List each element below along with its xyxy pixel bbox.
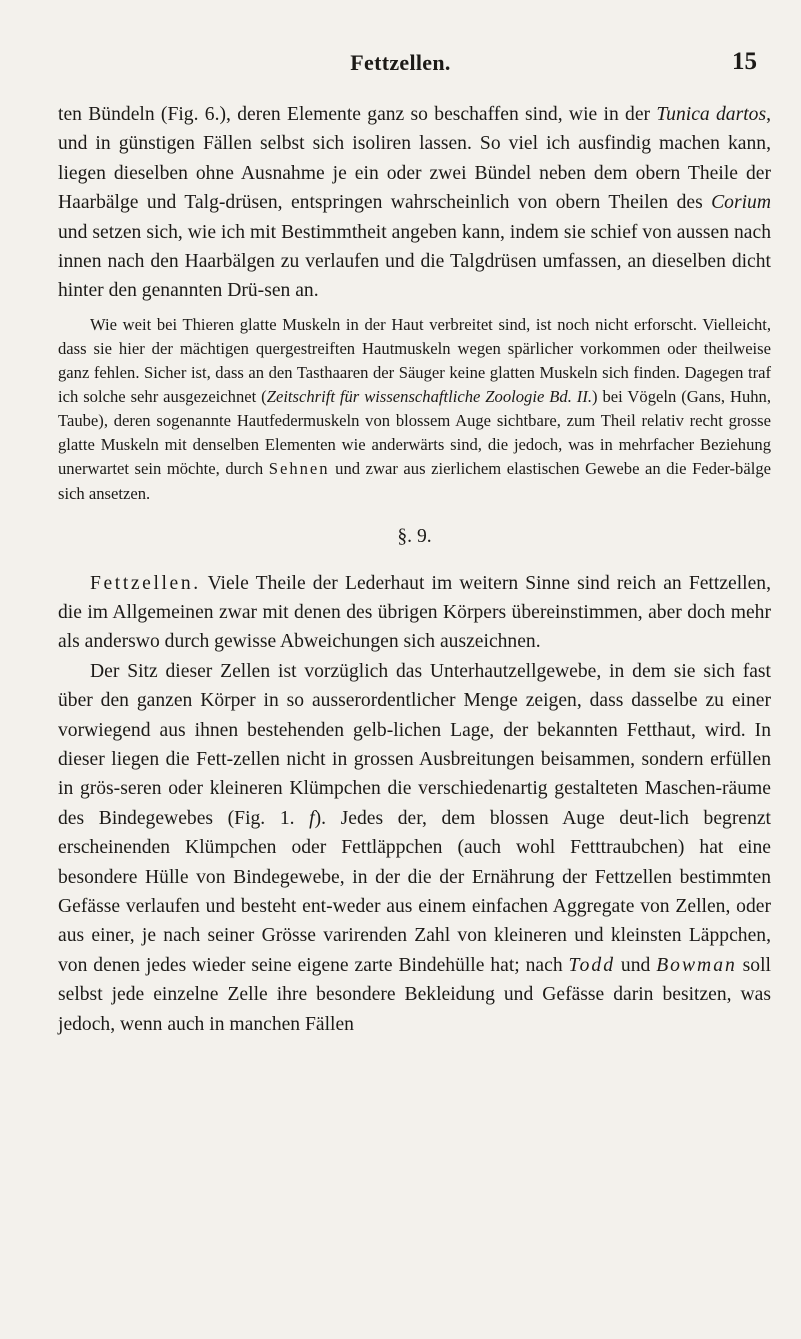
- running-title: Fettzellen.: [350, 50, 451, 75]
- author-name-todd: Todd: [568, 954, 616, 976]
- paragraph-fettzellen: [58, 569, 771, 657]
- page-body: [58, 100, 771, 1039]
- text-run: ) bei Vögeln (Gans, Huhn, Taube), deren sogenannte Hautfedermuskeln von blossem Auge sichtbare, zum Theil relativ recht grosse glatte Muskeln mit denselben Elementen wie anderwärts sind, die jedoch, was in mehrfacher Beziehung unerwartet sein möchte, durch: [58, 387, 771, 479]
- page-header: [0, 50, 801, 82]
- author-name-bowman: Bowman: [656, 954, 737, 976]
- spaced-term-fettzellen: Fettzellen.: [90, 572, 201, 594]
- text-run: ten Bündeln (Fig. 6.), deren Elemente ganz so beschaffen sind, wie in der: [58, 104, 657, 125]
- text-run: Viele Theile der Lederhaut im weitern Sinne sind reich an Fettzellen, die im Allgemeinen zwar mit denen des übrigen Körpers übereinstimmen, aber doch mehr als anderswo durch gewisse Abweichungen sich auszeichnen.: [58, 572, 771, 653]
- text-run: Der Sitz dieser Zellen ist vorzüglich das Unterhautzellgewebe, in dem sie sich fast über den ganzen Körper in so ausserordentlicher Menge zeigen, dass dasselbe zu einer vorwiegend aus ihnen bestehenden gelb-lichen Lage, der bekannten Fetthaut, wird. In dieser liegen die Fett-zellen nicht in grossen Ausbreitungen beisammen, sondern erfüllen in grös-seren oder kleineren Klümpchen die verschiedenartig gestalteten Maschen-räume des Bindegewebes (Fig. 1.: [58, 660, 771, 829]
- figure-letter-f: f: [309, 807, 315, 829]
- text-run: und zwar aus zierlichem elastischen Gewebe an die Feder-bälge sich ansetzen.: [58, 459, 771, 503]
- text-run: ). Jedes der, dem blossen Auge deut-lich begrenzt erscheinenden Klümpchen oder Fettläppchen (auch wohl Fetttraubchen) hat eine besondere Hülle von Bindegewebe, in der die der Ernährung der Fettzellen bestimmten Gefässe verlaufen und besteht ent-weder aus einem einfachen Aggregate von Zellen, oder aus einer, je nach seiner Grösse varirenden Zahl von kleineren und kleinsten Läppchen, von denen jedes wieder seine eigene zarte Bindehülle hat; nach: [58, 807, 772, 976]
- text-run: , und in günstigen Fällen selbst sich isoliren lassen. So viel ich ausfindig machen kann, liegen dieselben ohne Ausnahme je ein oder zwei Bündel neben dem obern Theile der Haarbälge und Talg-drüsen, entspringen wahrscheinlich von obern Theilen des: [58, 104, 771, 214]
- journal-citation: Zeitschrift für wissenschaftliche Zoologie Bd. II.: [266, 387, 593, 407]
- paragraph-sitz: [58, 657, 771, 1039]
- spaced-term-sehnen: Sehnen: [268, 459, 330, 479]
- section-heading: §. 9.: [397, 525, 432, 547]
- latin-term-corium: Corium: [711, 192, 771, 214]
- page-number: 15: [732, 48, 757, 75]
- note-paragraph: [58, 313, 771, 506]
- latin-term-tunica-dartos: Tunica dartos: [656, 104, 767, 125]
- text-run: Wie weit bei Thieren glatte Muskeln in der Haut verbreitet sind, ist noch nicht erforscht. Vielleicht, dass sie hier der mächtigen quergestreiften Hautmuskeln wegen spärlicher vorkommen oder theilweise ganz fehlen. Sicher ist, dass an den Tasthaaren der Säuger keine glatten Muskeln sich finden. Dagegen traf ich solche sehr ausgezeichnet (: [58, 314, 771, 407]
- text-run: und: [615, 954, 657, 976]
- text-run: und setzen sich, wie ich mit Bestimmtheit angeben kann, indem sie schief von aussen nach innen nach den Haarbälgen zu verlaufen und die Talgdrüsen umfassen, an dieselben dicht hinter den genannten Drü-sen an.: [58, 221, 771, 302]
- text-run: soll selbst jede einzelne Zelle ihre besondere Bekleidung und Gefässe darin besitzen, was jedoch, wenn auch in manchen Fällen: [58, 954, 771, 1035]
- paragraph-continuation: [58, 100, 771, 306]
